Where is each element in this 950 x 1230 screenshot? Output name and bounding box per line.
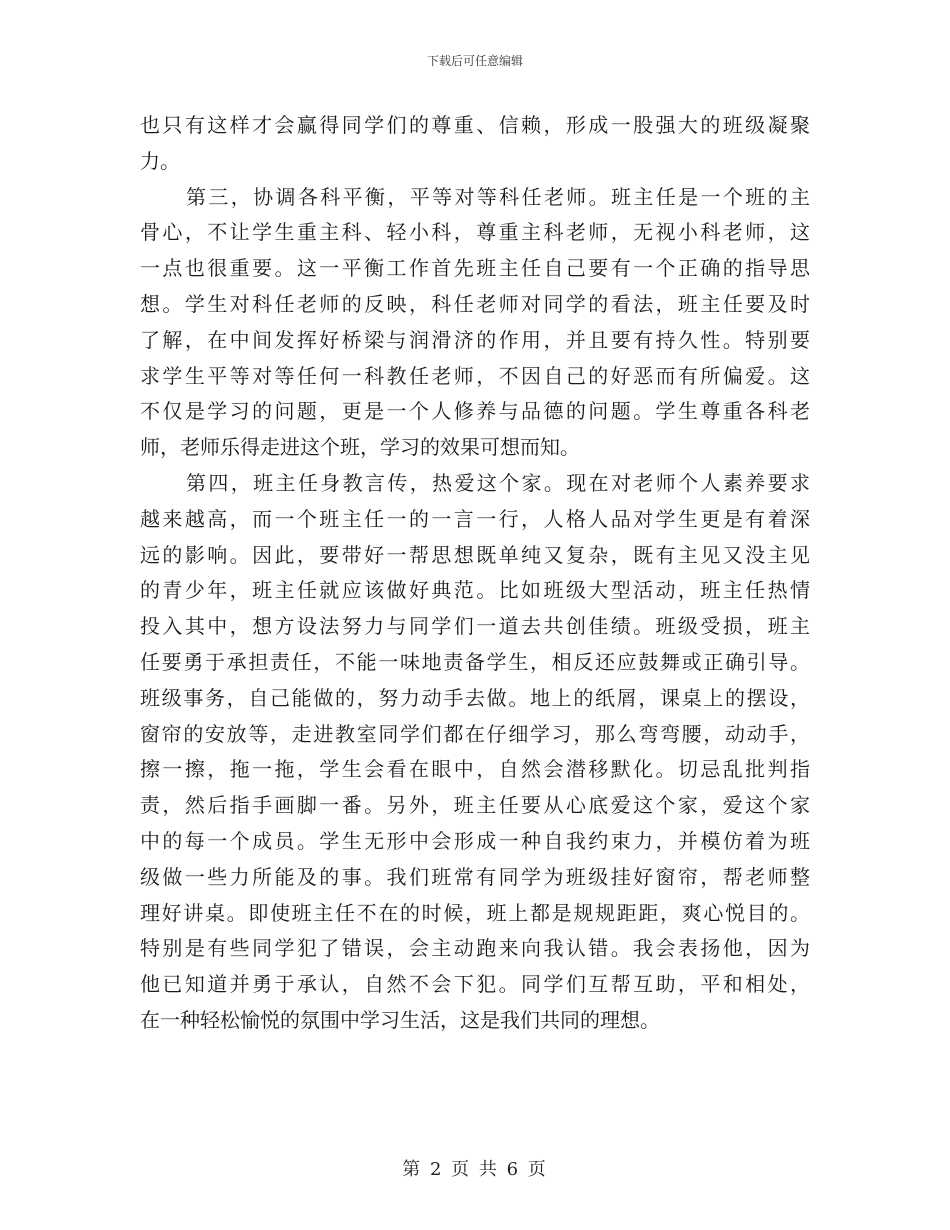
text-line: 的青少年，班主任就应该做好典范。比如班级大型活动，班主任热情 <box>140 578 810 603</box>
text-line: 窗帘的安放等，走进教室同学们都在仔细学习，那么弯弯腰，动动手， <box>140 721 810 746</box>
text-line: 擦一擦，拖一拖，学生会看在眼中，自然会潜移默化。切忌乱批判指 <box>140 757 810 782</box>
text-line: 骨心，不让学生重主科、轻小科，尊重主科老师，无视小科老师，这 <box>140 220 810 245</box>
text-line: 一点也很重要。这一平衡工作首先班主任自己要有一个正确的指导思 <box>140 256 810 281</box>
paragraph <box>140 180 810 466</box>
text-line: 求学生平等对等任何一科教任老师，不因自己的好恶而有所偏爱。这 <box>140 363 810 388</box>
text-line: 想。学生对科任老师的反映，科任老师对同学的看法，班主任要及时 <box>140 291 810 316</box>
text-line: 师，老师乐得走进这个班，学习的效果可想而知。 <box>140 435 580 460</box>
document-body <box>140 108 810 1039</box>
text-line: 投入其中，想方设法努力与同学们一道去共创佳绩。班级受损，班主 <box>140 614 810 639</box>
text-line: 了解，在中间发挥好桥梁与润滑济的作用，并且要有持久性。特别要 <box>140 327 810 352</box>
text-line: 在一种轻松愉悦的氛围中学习生活，这是我们共同的理想。 <box>140 1007 660 1032</box>
paragraph <box>140 108 810 180</box>
page-header-note: 下载后可任意编辑 <box>426 54 523 68</box>
text-line: 中的每一个成员。学生无形中会形成一种自我约束力，并模仿着为班 <box>140 828 810 853</box>
text-line: 远的影响。因此，要带好一帮思想既单纯又复杂，既有主见又没主见 <box>140 542 810 567</box>
text-line: 特别是有些同学犯了错误，会主动跑来向我认错。我会表扬他，因为 <box>140 936 810 961</box>
text-line: 责，然后指手画脚一番。另外，班主任要从心底爱这个家，爱这个家 <box>140 793 810 818</box>
text-line: 力。 <box>140 148 180 173</box>
text-line: 越来越高，而一个班主任一的一言一行，人格人品对学生更是有着深 <box>140 506 810 531</box>
text-line: 他已知道并勇于承认，自然不会下犯。同学们互帮互助，平和相处， <box>140 972 810 997</box>
page-number-footer: 第 2 页 共 6 页 <box>402 1159 548 1180</box>
text-line: 第三，协调各科平衡，平等对等科任老师。班主任是一个班的主 <box>186 184 810 209</box>
text-line: 任要勇于承担责任，不能一味地责备学生，相反还应鼓舞或正确引导。 <box>140 649 810 674</box>
text-line: 理好讲桌。即使班主任不在的时候，班上都是规规距距，爽心悦目的。 <box>140 900 810 925</box>
paragraph <box>140 466 810 1039</box>
text-line: 也只有这样才会赢得同学们的尊重、信赖，形成一股强大的班级凝聚 <box>140 113 810 137</box>
text-line: 不仅是学习的问题，更是一个人修养与品德的问题。学生尊重各科老 <box>140 399 810 424</box>
text-line: 级做一些力所能及的事。我们班常有同学为班级挂好窗帘，帮老师整 <box>140 864 810 889</box>
text-line: 班级事务，自己能做的，努力动手去做。地上的纸屑，课桌上的摆设， <box>140 685 810 710</box>
text-line: 第四，班主任身教言传，热爱这个家。现在对老师个人素养要求 <box>186 470 810 495</box>
